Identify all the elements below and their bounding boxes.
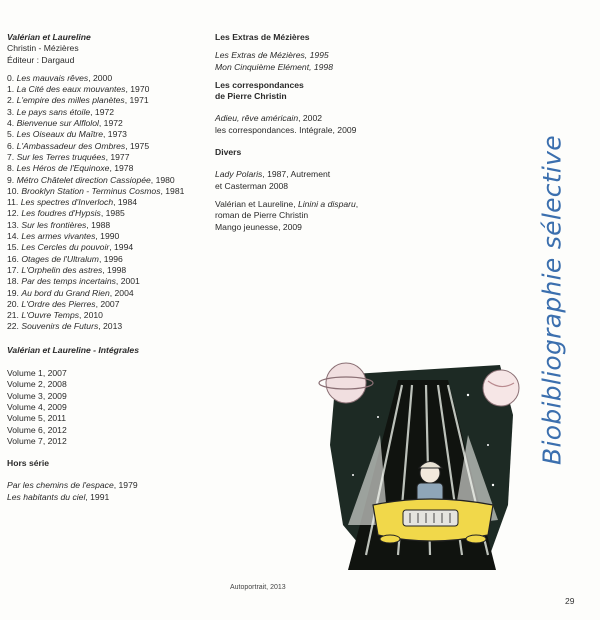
volume-item: Volume 2, 2008 (7, 379, 67, 390)
divers-title: Divers (215, 147, 242, 158)
hors-serie-title: Hors série (7, 458, 50, 469)
volume-item: Volume 1, 2007 (7, 368, 67, 379)
divers-item: Valérian et Laureline, Linini a disparu, (215, 198, 359, 209)
authors: Christin - Mézières (7, 43, 79, 54)
album-item: 13. Sur les frontières, 1988 (7, 219, 111, 230)
album-item: 20. L'Ordre des Pierres, 2007 (7, 298, 120, 309)
middle-column (215, 32, 390, 233)
album-item: 0. Les mauvais rêves, 2000 (7, 72, 113, 83)
album-item: 3. Le pays sans étoile, 1972 (7, 106, 115, 117)
volume-item: Volume 6, 2012 (7, 424, 67, 435)
divers-item-line2: roman de Pierre Christin (215, 210, 309, 221)
album-item: 17. L'Orphelin des astres, 1998 (7, 264, 127, 275)
album-item: 10. Brooklyn Station - Terminus Cosmos, 1981 (7, 185, 185, 196)
vertical-section-title: Biobibliographie sélective (537, 135, 567, 465)
volume-item: Volume 5, 2011 (7, 413, 67, 424)
left-column (7, 32, 207, 503)
album-item: 5. Les Oiseaux du Maître, 1973 (7, 129, 127, 140)
album-item: 2. L'empire des milles planètes, 1971 (7, 95, 149, 106)
publisher: Éditeur : Dargaud (7, 54, 75, 65)
album-item: 9. Métro Châtelet direction Cassiopée, 1980 (7, 174, 175, 185)
divers-item-line3: Mango jeunesse, 2009 (215, 221, 302, 232)
album-item: 1. La Cité des eaux mouvantes, 1970 (7, 84, 150, 95)
extras-item: Mon Cinquième Elément, 1998 (215, 61, 333, 72)
hors-serie-item: Par les chemins de l'espace, 1979 (7, 480, 138, 491)
album-item: 7. Sur les Terres truquées, 1977 (7, 151, 130, 162)
album-item: 22. Souvenirs de Futurs, 2013 (7, 321, 123, 332)
hors-serie-item: Les habitants du ciel, 1991 (7, 491, 110, 502)
volume-item: Volume 7, 2012 (7, 435, 67, 446)
page-number: 29 (565, 596, 575, 606)
volume-item: Volume 3, 2009 (7, 390, 67, 401)
album-item: 11. Les spectres d'Inverloch, 1984 (7, 197, 138, 208)
divers-item: Lady Polaris, 1987, Autrement (215, 169, 331, 180)
volume-item: Volume 4, 2009 (7, 401, 67, 412)
integrales-title: Valérian et Laureline - Intégrales (7, 344, 139, 355)
illustration-caption: Autoportrait, 2013 (230, 584, 286, 591)
album-item: 6. L'Ambassadeur des Ombres, 1975 (7, 140, 150, 151)
album-item: 18. Par des temps incertains, 2001 (7, 276, 140, 287)
album-item: 12. Les foudres d'Hypsis, 1985 (7, 208, 125, 219)
album-item: 14. Les armes vivantes, 1990 (7, 231, 120, 242)
correspondances-title-line2: de Pierre Christin (215, 91, 287, 102)
hors-serie-list (7, 480, 207, 503)
correspondance-item: Adieu, rêve américain, 2002 (215, 113, 323, 124)
self-portrait-illustration (318, 355, 528, 580)
extras-item: Les Extras de Mézières, 1995 (215, 50, 329, 61)
album-list (7, 73, 207, 333)
volume-list (7, 368, 207, 447)
extras-title: Les Extras de Mézières (215, 32, 310, 42)
album-item: 4. Bienvenue sur Alflolol, 1972 (7, 118, 123, 129)
series-title: Valérian et Laureline (7, 32, 91, 42)
album-item: 15. Les Cercles du pouvoir, 1994 (7, 242, 134, 253)
album-item: 16. Otages de l'Ultralum, 1996 (7, 253, 123, 264)
album-item: 8. Les Héros de l'Equinoxe, 1978 (7, 163, 134, 174)
album-item: 21. L'Ouvre Temps, 2010 (7, 310, 103, 321)
correspondances-title: Les correspondances (215, 79, 304, 90)
album-item: 19. Au bord du Grand Rien, 2004 (7, 287, 134, 298)
correspondance-item: les correspondances. Intégrale, 2009 (215, 124, 357, 135)
divers-item-line2: et Casterman 2008 (215, 180, 289, 191)
